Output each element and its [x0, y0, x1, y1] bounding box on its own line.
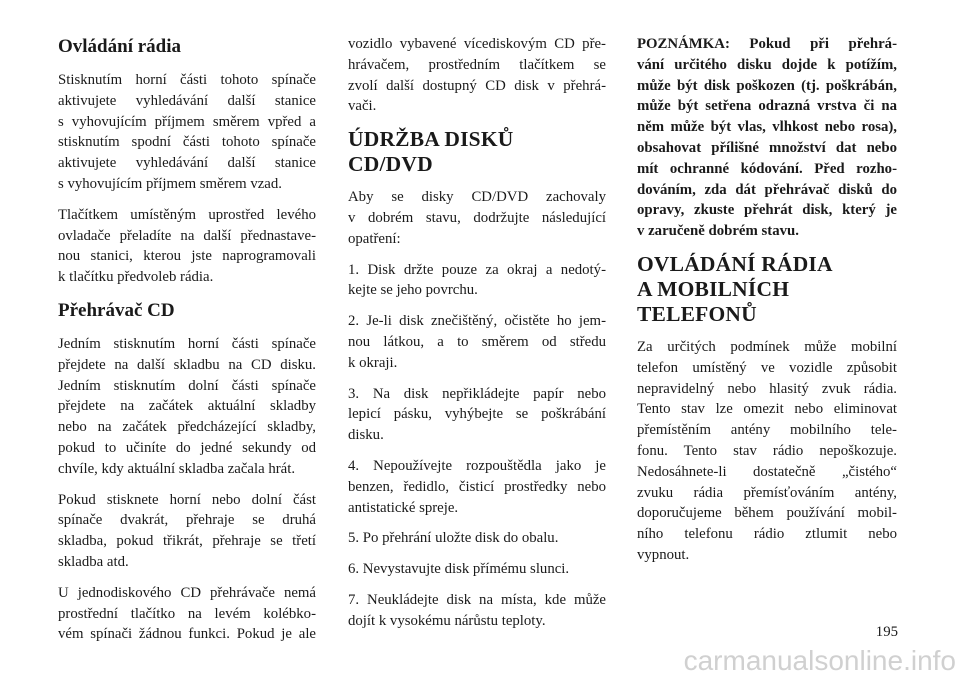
text-line: POZNÁMKA: Pokud při přehrá-	[637, 36, 897, 52]
list-item	[348, 260, 606, 302]
text-line: k okraji.	[348, 354, 398, 371]
paragraph	[637, 337, 897, 566]
heading-radio-control: Ovládání rádia	[58, 36, 181, 57]
text-line: antistatické spreje.	[348, 499, 459, 516]
text-line: vypnout.	[637, 546, 690, 563]
text-line: s vyhovujícím příjmem směrem vpřed a	[58, 113, 316, 130]
heading-cd-player: Přehrávač CD	[58, 299, 175, 321]
text-line: dojít k vysokému nárůstu teploty.	[348, 612, 546, 629]
text-line: 5. Po přehrání uložte disk do obalu.	[348, 530, 559, 547]
text-line: hrávačem, prostředním tlačítkem se	[348, 56, 606, 73]
text-line: telefon umístěný ve vozidle způsobit	[637, 359, 897, 376]
text-line: vozidlo vybavené vícediskovým CD pře-	[348, 36, 606, 52]
list-item	[348, 559, 606, 580]
text-line: opatření:	[348, 230, 401, 247]
list-item	[348, 528, 606, 549]
column-middle	[348, 34, 606, 642]
text-line: Jedním stisknutím horní části spínače	[58, 335, 316, 352]
heading-disc-maintenance	[348, 127, 606, 177]
text-line: 6. Nevystavujte disk přímému slunci.	[348, 561, 570, 578]
text-line: disku.	[348, 427, 384, 444]
text-line: může být disk poškozen (tj. poškrábán,	[637, 77, 897, 94]
text-line: 4. Nepoužívejte rozpouštědla jako je	[348, 457, 606, 474]
column-right	[637, 34, 897, 576]
list-item	[348, 384, 606, 446]
paragraph	[348, 187, 606, 249]
paragraph	[58, 205, 316, 288]
text-line: 3. Na disk nepřikládejte papír nebo	[348, 385, 606, 402]
text-line: nebo na začátek předcházející skladby,	[58, 419, 316, 436]
paragraph	[58, 490, 316, 573]
text-line: opravy, zkuste přehrát disk, který je	[637, 202, 897, 219]
paragraph	[58, 334, 316, 480]
text-line: nou látkou, a to směrem od středu	[348, 333, 606, 350]
text-line: ního telefonu rádio ztlumit nebo	[637, 526, 897, 543]
text-line: Tento stav lze omezit nebo eliminovat	[637, 401, 897, 418]
text-line: mít ochranné kódování. Před rozho-	[637, 160, 897, 177]
list-item	[348, 456, 606, 518]
text-line: vání určitého disku dojde k potížím,	[637, 56, 897, 73]
text-line: Stisknutím horní části tohoto spínače	[58, 72, 316, 88]
text-line: Nedosáhnete-li dostatečně „čistého“	[637, 463, 897, 480]
text-line: 7. Neukládejte disk na místa, kde může	[348, 591, 606, 608]
text-line: 1. Disk držte pouze za okraj a nedotý-	[348, 261, 606, 278]
text-line: Pokud stisknete horní nebo dolní část	[58, 491, 316, 508]
heading-line: TELEFONŮ	[637, 301, 757, 326]
text-line: doporučujeme během používání mobil-	[637, 505, 897, 522]
text-line: zvolí další dostupný CD disk v přehrá-	[348, 77, 606, 94]
text-line: zvuku rádia přemísťováním antény,	[637, 484, 897, 501]
page-number: 195	[875, 624, 898, 640]
text-line: pokud to učiníte do jedné sekundy od	[58, 439, 316, 456]
text-line: kejte se jeho povrchu.	[348, 282, 478, 299]
text-line: nou stanici, kterou jste naprogramovali	[58, 248, 316, 265]
text-line: fonu. Tento stav rádio nepoškozuje.	[637, 442, 897, 459]
text-line: vém spínači žádnou funkci. Pokud je ale	[58, 626, 316, 643]
column-left	[58, 34, 316, 655]
text-line: Jedním stisknutím dolní části spínače	[58, 377, 316, 394]
text-line: přejdete na začátek aktuální skladby	[58, 398, 316, 415]
list-item	[348, 590, 606, 632]
text-line: chvíle, kdy aktuální skladba začala hrát.	[58, 460, 296, 477]
watermark: carmanualsonline.info	[683, 645, 956, 676]
paragraph	[58, 583, 316, 645]
heading-line: CD/DVD	[348, 152, 433, 177]
text-line: s vyhovujícím příjmem směrem vzad.	[58, 175, 282, 192]
text-line: k tlačítku předvoleb rádia.	[58, 269, 214, 286]
heading-line: ÚDRŽBA DISKŮ	[348, 127, 514, 152]
text-line: v dobrém stavu, dodržujte následující	[348, 209, 606, 226]
paragraph	[58, 70, 316, 195]
paragraph	[348, 34, 606, 117]
text-line: něm může být vlas, vlhkost nebo rosa),	[637, 119, 897, 136]
text-line: dováním, zda dát přehrávač disků do	[637, 181, 897, 198]
text-line: v zaručeně dobrém stavu.	[637, 223, 799, 240]
list-item	[348, 311, 606, 373]
heading-line: OVLÁDÁNÍ RÁDIA	[637, 251, 833, 276]
text-line: Tlačítkem umístěným uprostřed levého	[58, 206, 316, 223]
text-line: 2. Je-li disk znečištěný, očistěte ho jem-	[348, 313, 606, 330]
text-line: U jednodiskového CD přehrávače nemá	[58, 584, 316, 601]
text-line: Za určitých podmínek může mobilní	[637, 338, 897, 355]
text-line: spínače dvakrát, přehraje se druhá	[58, 512, 316, 529]
text-line: nepravidelný nebo hlasitý zvuk rádia.	[637, 380, 897, 397]
text-line: vači.	[348, 98, 377, 115]
text-line: může být setřena odrazná vrstva či na	[637, 98, 897, 115]
text-line: benzen, ředidlo, čisticí prostředky nebo	[348, 478, 606, 495]
text-line: lepicí pásku, vyhýbejte se poškrábání	[348, 406, 606, 423]
heading-radio-and-phones	[637, 252, 897, 327]
text-line: skladba, pokud třikrát, přehraje se třetí	[58, 533, 316, 550]
text-line: prostřední tlačítko na levém kolébko-	[58, 605, 316, 622]
heading-line: A MOBILNÍCH	[637, 276, 790, 301]
note-box	[637, 34, 897, 242]
text-line: aktivujete vyhledávání další stanice	[58, 92, 316, 109]
text-line: aktivujete vyhledávání další stanice	[58, 155, 316, 172]
text-line: obsahovat přílišné množství dat nebo	[637, 139, 897, 156]
text-line: ovladače přeladíte na další přednastave-	[58, 227, 316, 244]
text-line: přemístěním antény mobilního tele-	[637, 422, 897, 439]
text-line: přejdete na další skladbu na CD disku.	[58, 356, 316, 373]
text-line: skladba atd.	[58, 553, 129, 570]
text-line: stisknutím spodní části tohoto spínače	[58, 134, 316, 151]
text-line: Aby se disky CD/DVD zachovaly	[348, 189, 606, 206]
